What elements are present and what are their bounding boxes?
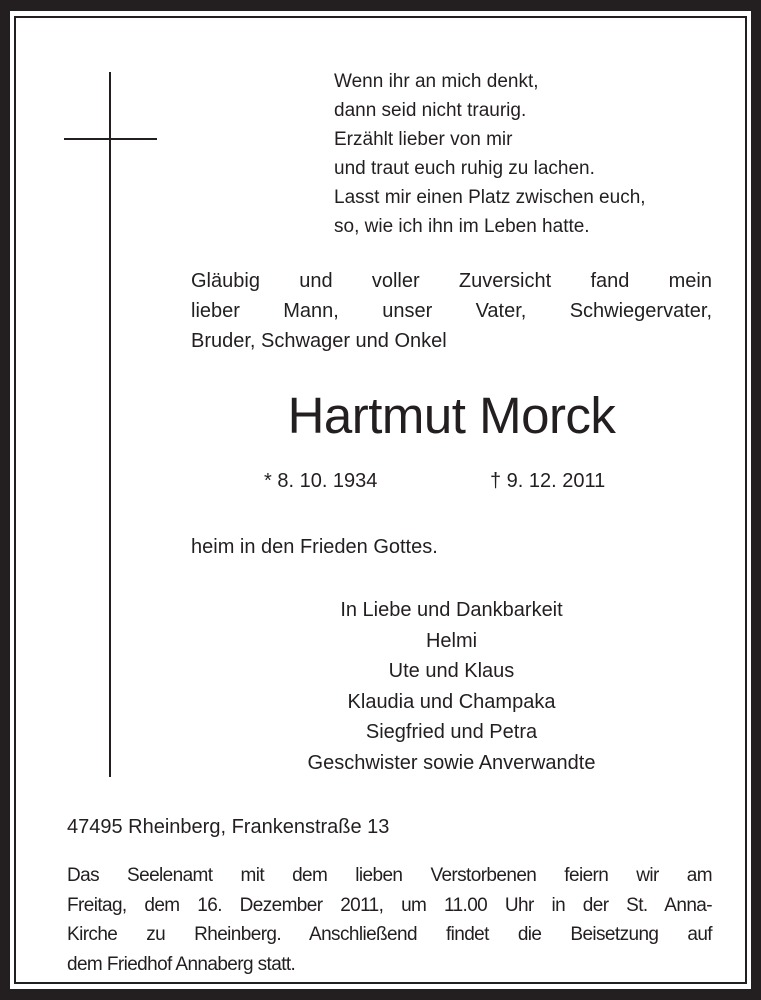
signoff-line: Geschwister sowie Anverwandte [307, 751, 596, 774]
deceased-name: Hartmut Morck [287, 387, 616, 444]
poem-line: dann seid nicht traurig. [334, 100, 527, 121]
birth-date: * 8. 10. 1934 [264, 470, 378, 492]
service-line: Kirche zu Rheinberg. Anschließend findet die Beisetzung auf [67, 924, 712, 945]
intro-line: Gläubig und voller Zuversicht fand mein [191, 270, 712, 292]
death-date: † 9. 12. 2011 [490, 470, 606, 492]
intro-text [191, 266, 712, 356]
mourners-signoff [191, 595, 712, 778]
poem-line: Wenn ihr an mich denkt, [334, 71, 539, 92]
signoff-line: Helmi [425, 629, 478, 652]
signoff-line: In Liebe und Dankbarkeit [340, 599, 563, 621]
poem-line: und traut euch ruhig zu lachen. [334, 158, 595, 179]
poem-line: Erzählt lieber von mir [334, 129, 513, 150]
poem [334, 67, 646, 241]
signoff-line: Siegfried und Petra [365, 721, 538, 743]
obituary-notice [10, 11, 751, 989]
signoff-line: Ute und Klaus [388, 660, 515, 682]
intro-line: lieber Mann, unser Vater, Schwiegervater, [191, 300, 712, 322]
service-line: Das Seelenamt mit dem lieben Verstorbenen feiern wir am [67, 865, 712, 886]
poem-line: Lasst mir einen Platz zwischen euch, [334, 187, 646, 208]
cross-horizontal-beam [64, 138, 157, 140]
intro-line: Bruder, Schwager und Onkel [191, 330, 447, 352]
funeral-service-info [67, 861, 712, 979]
family-address: 47495 Rheinberg, Frankenstraße 13 [67, 816, 390, 838]
signoff-line: Klaudia und Champaka [347, 690, 556, 713]
poem-line: so, wie ich ihn im Leben hatte. [334, 216, 590, 237]
cross-vertical-beam [109, 72, 111, 777]
closing-phrase: heim in den Frieden Gottes. [191, 536, 438, 558]
service-line: dem Friedhof Annaberg statt. [67, 953, 296, 975]
service-line: Freitag, dem 16. Dezember 2011, um 11.00 Uhr in der St. Anna- [67, 894, 712, 916]
